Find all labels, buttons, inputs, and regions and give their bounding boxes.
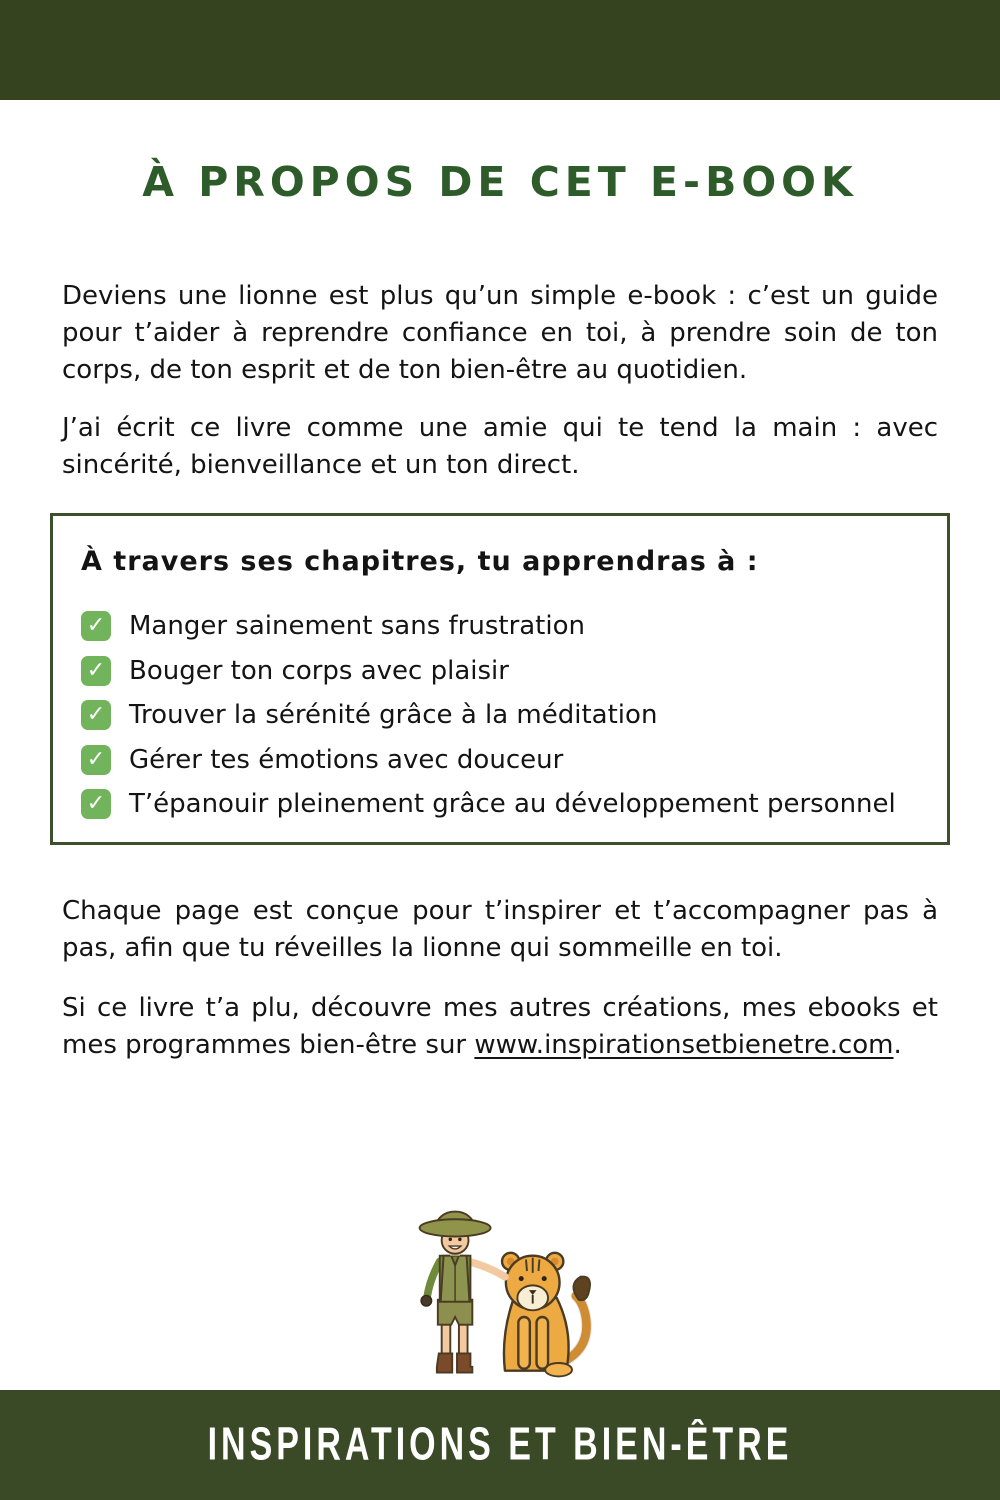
chapters-checklist — [81, 611, 919, 819]
list-item — [81, 611, 919, 641]
checkmark-icon: ✓ — [81, 656, 111, 686]
brand-name: INSPIRATIONS ET BIEN-ÊTRE — [207, 1418, 793, 1470]
chapters-panel — [50, 513, 950, 845]
list-item — [81, 789, 919, 819]
checkmark-icon: ✓ — [81, 789, 111, 819]
list-item — [81, 700, 919, 730]
list-item-label: Trouver la sérénité grâce à la méditation — [129, 700, 658, 730]
cta-paragraph — [62, 990, 938, 1064]
list-item — [81, 745, 919, 775]
list-item-label: T’épanouir pleinement grâce au développement personnel — [129, 789, 896, 819]
list-item-label: Manger sainement sans frustration — [129, 611, 585, 641]
intro-paragraph: Deviens une lionne est plus qu’un simple e-book : c’est un guide pour t’aider à reprendre confiance en toi, à prendre soin de ton corps, de ton esprit et de ton bien-être au quotidien. — [62, 281, 938, 385]
website-link[interactable]: www.inspirationsetbienetre.com — [474, 1029, 894, 1060]
ranger-lioness-svg — [388, 1198, 618, 1390]
page-title: À PROPOS DE CET E-BOOK — [142, 158, 858, 206]
author-paragraph: J’ai écrit ce livre comme une amie qui te tend la main : avec sincérité, bienveillance et un ton direct. — [62, 413, 938, 480]
list-item-label: Gérer tes émotions avec douceur — [129, 744, 564, 775]
cta-period: . — [893, 1029, 902, 1060]
checkmark-icon: ✓ — [81, 700, 111, 730]
inspiration-paragraph: Chaque page est conçue pour t’inspirer et t’accompagner pas à pas, afin que tu réveilles la lionne qui sommeille en toi. — [62, 896, 938, 963]
ranger-lioness-illustration — [388, 1198, 618, 1390]
list-item — [81, 656, 919, 686]
header-bar — [0, 0, 1000, 100]
checkmark-icon: ✓ — [81, 745, 111, 775]
cta-text: Si ce livre t’a plu, découvre mes autres créations, mes ebooks et mes programmes bien-être sur — [62, 993, 938, 1060]
chapters-panel-heading: À travers ses chapitres, tu apprendras à : — [81, 546, 759, 577]
footer-bar — [0, 1390, 1000, 1500]
list-item-label: Bouger ton corps avec plaisir — [129, 655, 509, 686]
checkmark-icon: ✓ — [81, 611, 111, 641]
